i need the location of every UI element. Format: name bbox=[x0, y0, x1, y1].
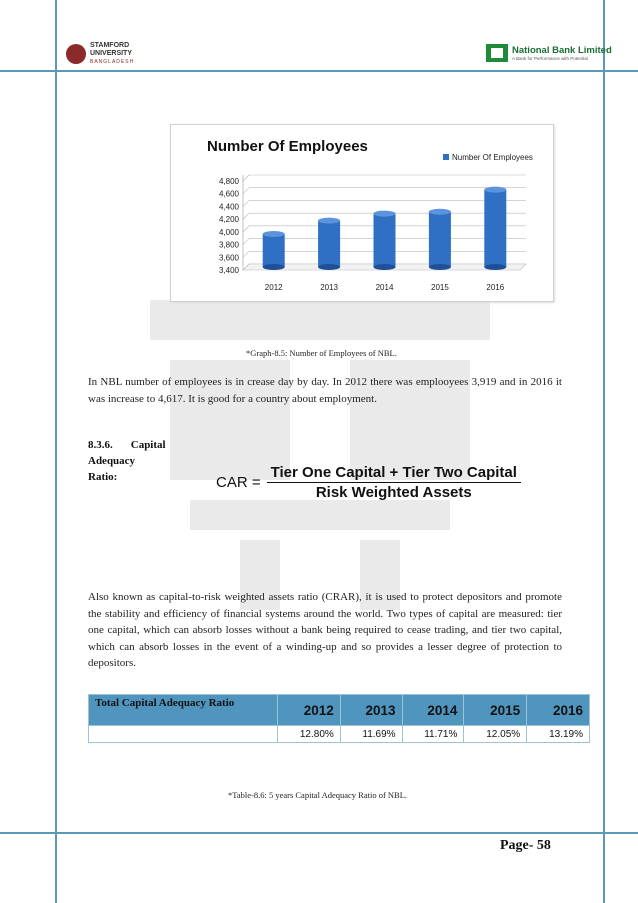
y-tick-label: 4,600 bbox=[218, 189, 239, 199]
gridline-skew bbox=[243, 200, 249, 206]
table-value: 12.05% bbox=[464, 726, 527, 743]
y-tick-label: 4,400 bbox=[218, 202, 239, 212]
table-row-label: Total Capital Adequacy Ratio bbox=[89, 695, 278, 726]
table-row bbox=[89, 726, 590, 743]
bar bbox=[318, 221, 340, 267]
university-seal-icon bbox=[66, 44, 86, 64]
table-header-row bbox=[89, 695, 590, 726]
gridline-skew bbox=[243, 226, 249, 232]
frame-line-left bbox=[55, 0, 57, 903]
x-tick-label: 2014 bbox=[375, 283, 394, 292]
logo-line-2: UNIVERSITY bbox=[90, 50, 133, 57]
section-number: 8.3.6. bbox=[88, 439, 113, 451]
table-year: 2016 bbox=[527, 695, 590, 726]
formula-lhs: CAR = bbox=[216, 474, 261, 491]
table-value: 12.80% bbox=[278, 726, 341, 743]
table-value: 11.69% bbox=[340, 726, 402, 743]
legend-swatch bbox=[443, 154, 449, 160]
formula-denominator: Risk Weighted Assets bbox=[315, 484, 472, 501]
table-value: 13.19% bbox=[527, 726, 590, 743]
bar-top bbox=[429, 209, 451, 215]
y-tick-label: 4,200 bbox=[218, 215, 239, 225]
national-bank-logo bbox=[486, 44, 612, 62]
formula-numerator: Tier One Capital + Tier Two Capital bbox=[267, 464, 521, 483]
car-table bbox=[88, 694, 590, 743]
y-tick-label: 4,000 bbox=[218, 227, 239, 237]
table-empty-cell bbox=[89, 726, 278, 743]
bar bbox=[263, 234, 285, 267]
bar-top bbox=[318, 218, 340, 224]
bar-top bbox=[374, 211, 396, 217]
x-tick-label: 2015 bbox=[431, 283, 449, 292]
x-tick-label: 2012 bbox=[264, 283, 283, 292]
bar bbox=[484, 190, 506, 267]
section-heading bbox=[88, 437, 188, 485]
bank-tagline: A Bank for Performance with Potential bbox=[512, 55, 588, 61]
employees-chart-svg bbox=[171, 125, 553, 301]
x-tick-label: 2013 bbox=[320, 283, 338, 292]
gridline-skew bbox=[243, 175, 249, 181]
employees-chart bbox=[170, 124, 554, 302]
graph-caption: *Graph-8.5: Number of Employees of NBL. bbox=[246, 348, 397, 358]
y-tick-label: 3,600 bbox=[218, 253, 239, 263]
gridline-skew bbox=[243, 251, 249, 257]
y-tick-label: 3,400 bbox=[218, 266, 239, 275]
bank-mark-icon bbox=[486, 44, 508, 62]
paragraph-employees: In NBL number of employees is in crease day by day. In 2012 there was emplooyees 3,919 and in 2016 it was increase to 4,617. It is good for a country about employment. bbox=[88, 376, 562, 405]
header-rule bbox=[0, 70, 638, 72]
section-title-2: Adequacy bbox=[88, 455, 136, 467]
gridline-skew bbox=[243, 188, 249, 194]
footer-rule bbox=[0, 832, 638, 834]
car-formula bbox=[216, 464, 521, 501]
bar-base bbox=[484, 264, 506, 270]
paragraph-car: Also known as capital-to-risk weighted assets ratio (CRAR), it is used to protect depositors and promote the stability and efficiency of financial systems around the world. Two types of capital are measured: tier one capital, which can absorb losses without a bank being required to cease trading, and tier two capital, which can absorb losses in the event of a winding-up and so provides a lesser degree of protection to depositors. bbox=[88, 591, 562, 669]
table-caption: *Table-8.6: 5 years Capital Adequacy Ratio of NBL. bbox=[228, 790, 408, 800]
bar-top bbox=[263, 231, 285, 237]
legend-label: Number Of Employees bbox=[452, 153, 533, 162]
bar-base bbox=[374, 264, 396, 270]
table-year: 2013 bbox=[340, 695, 402, 726]
table-year: 2012 bbox=[278, 695, 341, 726]
chart-title: Number Of Employees bbox=[207, 138, 368, 155]
bar-base bbox=[263, 264, 285, 270]
section-title-1: Capital bbox=[130, 439, 166, 451]
table-year: 2015 bbox=[464, 695, 527, 726]
bar bbox=[374, 214, 396, 267]
section-title-3: Ratio: bbox=[88, 471, 118, 483]
logo-line-1: STAMFORD bbox=[90, 42, 130, 49]
y-tick-label: 4,800 bbox=[218, 177, 239, 186]
gridline-skew bbox=[243, 213, 249, 219]
page-number: Page- 58 bbox=[500, 838, 551, 853]
logo-line-3: BANGLADESH bbox=[90, 59, 135, 65]
table-year: 2014 bbox=[402, 695, 464, 726]
bar-top bbox=[484, 187, 506, 193]
bar bbox=[429, 212, 451, 267]
gridline-skew bbox=[243, 239, 249, 245]
y-tick-label: 3,800 bbox=[218, 240, 239, 250]
bank-name: National Bank Limited bbox=[512, 44, 612, 56]
x-tick-label: 2016 bbox=[486, 283, 505, 292]
stamford-university-logo bbox=[66, 42, 134, 66]
bar-base bbox=[429, 264, 451, 270]
frame-line-right bbox=[603, 0, 605, 903]
bar-base bbox=[318, 264, 340, 270]
table-value: 11.71% bbox=[402, 726, 464, 743]
